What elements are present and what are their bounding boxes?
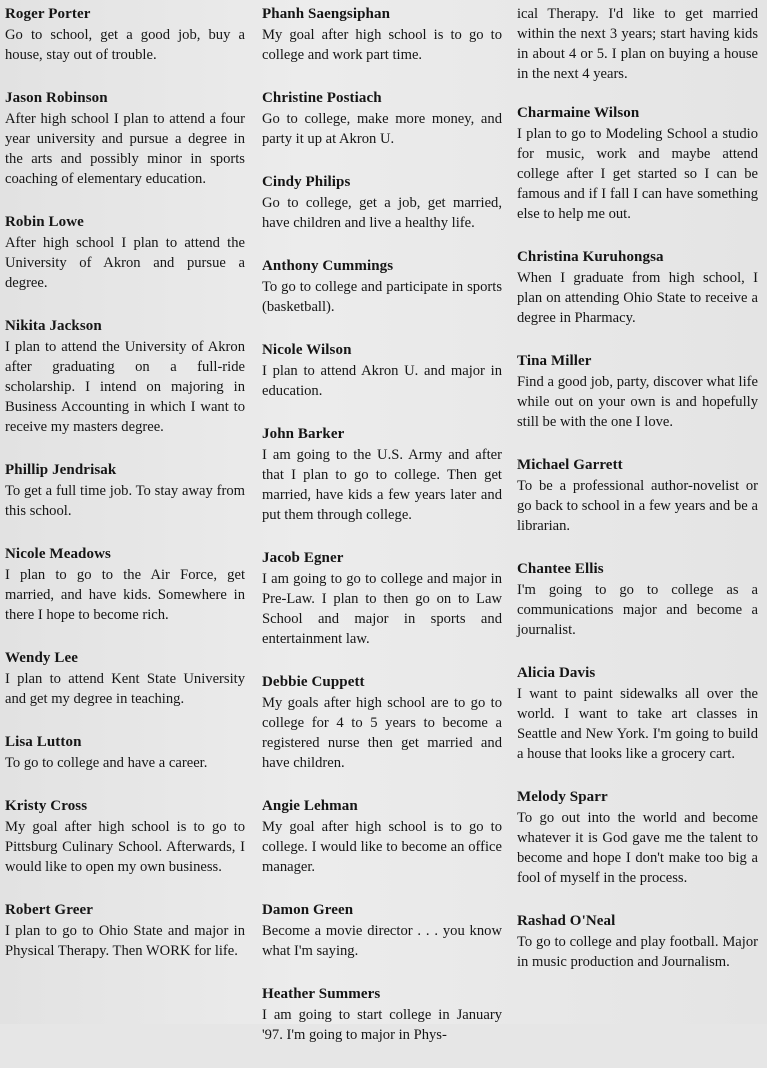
- student-goal-text: I plan to attend Kent State University and get my degree in teaching.: [5, 671, 245, 707]
- student-goal-text: I am going to the U.S. Army and after that I plan to go to college. Then get married, have kids a few years later and put them through college.: [262, 447, 502, 523]
- student-goal-text: After high school I plan to attend a four year university and pursue a degree in the arts and possibly minor in sports coaching of elementary education.: [5, 111, 245, 187]
- student-name: Debbie Cuppett: [262, 674, 365, 690]
- student-entry: [5, 88, 245, 189]
- student-goal-text: I plan to attend Akron U. and major in education.: [262, 363, 502, 399]
- student-entry: [262, 548, 502, 649]
- student-name: Jason Robinson: [5, 90, 108, 106]
- student-goal-text: Find a good job, party, discover what life while out on your own is and hopefully still be with the one I love.: [517, 374, 758, 430]
- student-name: Nicole Meadows: [5, 546, 111, 562]
- student-name: Phanh Saengsiphan: [262, 6, 391, 22]
- student-entry: [262, 424, 502, 525]
- student-goal-text: I'm going to go to college as a communications major and become a journalist.: [517, 582, 758, 638]
- student-entry: [262, 256, 502, 317]
- student-entry: [262, 340, 502, 401]
- student-name: Wendy Lee: [5, 650, 78, 666]
- student-entry: [517, 787, 758, 888]
- student-name: Robin Lowe: [5, 214, 84, 230]
- student-entry: [5, 544, 245, 625]
- student-name: Roger Porter: [5, 6, 91, 22]
- student-entry: [517, 247, 758, 328]
- student-goal-text: My goals after high school are to go to college for 4 to 5 years to become a registered nurse then get married and have children.: [262, 695, 502, 771]
- student-name: Charmaine Wilson: [517, 105, 640, 121]
- student-name: Jacob Egner: [262, 550, 344, 566]
- column-left: [5, 4, 245, 984]
- student-entry: [262, 672, 502, 773]
- student-goal-text: I am going to go to college and major in Pre-Law. I plan to then go on to Law School and major in sports and entertainment law.: [262, 571, 502, 647]
- student-name: Christina Kuruhongsa: [517, 249, 664, 265]
- student-name: Robert Greer: [5, 902, 93, 918]
- student-goal-text: Go to college, get a job, get married, have children and live a healthy life.: [262, 195, 502, 231]
- student-entry: [5, 316, 245, 437]
- student-entry: [517, 911, 758, 972]
- student-name: Nicole Wilson: [262, 342, 352, 358]
- student-goal-text: I want to paint sidewalks all over the world. I want to take art classes in Seattle and New York. I'm going to build a house that looks like a grocery cart.: [517, 686, 758, 762]
- student-entry: [262, 88, 502, 149]
- student-entry: [517, 455, 758, 536]
- student-entry: [5, 4, 245, 65]
- student-name: Lisa Lutton: [5, 734, 82, 750]
- student-name: Anthony Cummings: [262, 258, 394, 274]
- column-right: [517, 4, 758, 995]
- student-goal-text: Go to college, make more money, and party it up at Akron U.: [262, 111, 502, 147]
- student-goal-text: I plan to go to the Air Force, get married, and have kids. Somewhere in there I hope to become rich.: [5, 567, 245, 623]
- student-name: Damon Green: [262, 902, 354, 918]
- student-entry: [262, 900, 502, 961]
- student-goal-text: To get a full time job. To stay away from this school.: [5, 483, 245, 519]
- student-goal-text: My goal after high school is to go to college. I would like to become an office manager.: [262, 819, 502, 875]
- student-name: Melody Sparr: [517, 789, 608, 805]
- student-entry: [262, 172, 502, 233]
- student-goal-text: Go to school, get a good job, buy a house, stay out of trouble.: [5, 27, 245, 63]
- student-goal-text: I plan to attend the University of Akron after graduating on a full-ride scholarship. I intend on majoring in Business Accounting in which I want to receive my masters degree.: [5, 339, 245, 435]
- student-entry: [262, 796, 502, 877]
- student-goal-text: I am going to start college in January '97. I'm going to major in Phys-: [262, 1007, 502, 1043]
- student-goal-text: To go to college and play football. Major in music production and Journalism.: [517, 934, 758, 970]
- student-goal-text: When I graduate from high school, I plan on attending Ohio State to receive a degree in Pharmacy.: [517, 270, 758, 326]
- student-entry: [5, 212, 245, 293]
- student-entry: [517, 103, 758, 224]
- student-entry: [5, 732, 245, 773]
- student-name: Nikita Jackson: [5, 318, 102, 334]
- student-entry: [5, 648, 245, 709]
- student-goal-text: I plan to go to Modeling School a studio for music, work and maybe attend college after I get started so I can be famous and if I fall I can have something else to help me out.: [517, 126, 758, 222]
- student-name: Alicia Davis: [517, 665, 596, 681]
- student-name: John Barker: [262, 426, 345, 442]
- student-goal-text: My goal after high school is to go to Pittsburg Culinary School. Afterwards, I would like to open my own business.: [5, 819, 245, 875]
- student-entry: [262, 4, 502, 65]
- continued-text: ical Therapy. I'd like to get married within the next 3 years; start having kids in about 4 or 5. I plan on buying a house in the next 4 years.: [517, 6, 758, 82]
- student-name: Christine Postiach: [262, 90, 382, 106]
- student-goal-text: My goal after high school is to go to college and work part time.: [262, 27, 502, 63]
- student-goal-text: To go out into the world and become whatever it is God gave me the talent to become and hope I don't make too big a fool of myself in the process.: [517, 810, 758, 886]
- student-goal-text: After high school I plan to attend the University of Akron and pursue a degree.: [5, 235, 245, 291]
- student-name: Kristy Cross: [5, 798, 88, 814]
- student-goal-text: I plan to go to Ohio State and major in Physical Therapy. Then WORK for life.: [5, 923, 245, 959]
- student-name: Rashad O'Neal: [517, 913, 616, 929]
- student-name: Cindy Philips: [262, 174, 351, 190]
- student-name: Tina Miller: [517, 353, 592, 369]
- student-goal-text: To go to college and participate in sports (basketball).: [262, 279, 502, 315]
- student-entry: [517, 663, 758, 764]
- student-goal-text: To go to college and have a career.: [5, 755, 208, 771]
- student-entry: [262, 984, 502, 1045]
- student-name: Phillip Jendrisak: [5, 462, 117, 478]
- student-entry: [5, 900, 245, 961]
- student-entry: [517, 559, 758, 640]
- student-entry: [5, 796, 245, 877]
- student-goal-text: Become a movie director . . . you know what I'm saying.: [262, 923, 502, 959]
- student-goal-text: To be a professional author-novelist or go back to school in a few years and be a librarian.: [517, 478, 758, 534]
- student-name: Chantee Ellis: [517, 561, 604, 577]
- student-entry: [517, 351, 758, 432]
- student-entry: [5, 460, 245, 521]
- student-name: Heather Summers: [262, 986, 381, 1002]
- column-middle: [262, 4, 502, 1068]
- student-name: Michael Garrett: [517, 457, 623, 473]
- student-name: Angie Lehman: [262, 798, 358, 814]
